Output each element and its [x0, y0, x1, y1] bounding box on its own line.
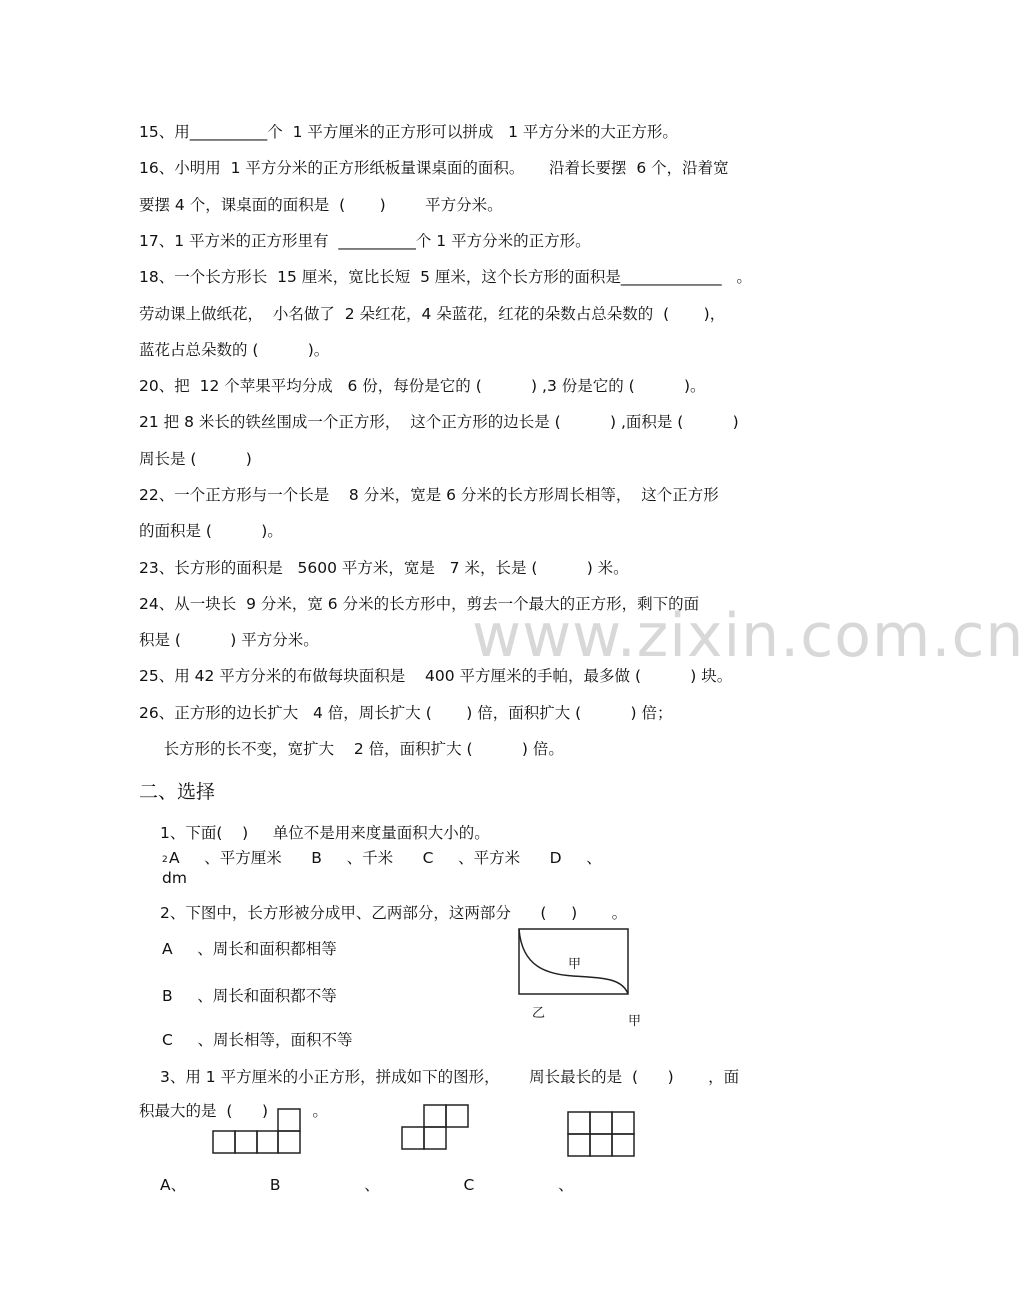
figure-label-jia-inside: 甲	[568, 957, 582, 972]
question-24-line2: 积是 ( ) 平方分米。	[139, 631, 319, 649]
section-title: 二、选择	[139, 781, 216, 803]
choice-q1-options: A 、平方厘米 B 、千米 C 、平方米 D 、	[169, 849, 602, 867]
question-24-line1: 24、从一块长 9 分米，宽 6 分米的长方形中，剪去一个最大的正方形，剩下的面	[139, 595, 700, 613]
shape-b-squares	[401, 1104, 471, 1152]
question-25: 25、用 42 平方分米的布做每块面积是 400 平方厘米的手帕，最多做 ( ) 块。	[139, 667, 733, 685]
question-20: 20、把 12 个苹果平均分成 6 份，每份是它的 ( ) ,3 份是它的 ( )。	[139, 377, 706, 395]
question-23: 23、长方形的面积是 5600 平方米，宽是 7 米，长是 ( ) 米。	[139, 559, 629, 577]
choice-q3-text-line2: 积最大的是 ( ) 。	[139, 1102, 328, 1120]
shape-a-squares	[212, 1107, 302, 1155]
watermark: www.zixin.com.cn	[472, 601, 1024, 671]
question-17: 17、1 平方米的正方形里有 __________个 1 平方分米的正方形。	[139, 232, 591, 250]
question-21-line1: 21 把 8 米长的铁丝围成一个正方形， 这个正方形的边长是 ( ) ,面积是 ( )	[139, 413, 739, 431]
question-26-line1: 26、正方形的边长扩大 4 倍，周长扩大 ( ) 倍，面积扩大 ( ) 倍；	[139, 704, 673, 722]
question-22-line1: 22、一个正方形与一个长是 8 分米，宽是 6 分米的长方形周长相等， 这个正方形	[139, 486, 719, 504]
figure-label-jia-below: 甲	[628, 1014, 642, 1029]
question-15: 15、用__________个 1 平方厘米的正方形可以拼成 1 平方分米的大正方形。	[139, 123, 678, 141]
choice-q2-option-c: C 、周长相等，面积不等	[162, 1031, 353, 1049]
question-26-line2: 长方形的长不变，宽扩大 2 倍，面积扩大 ( ) 倍。	[139, 740, 564, 758]
choice-q2-text: 2、下图中，长方形被分成甲、乙两部分，这两部分 ( ) 。	[160, 904, 628, 922]
question-19-line1: 劳动课上做纸花， 小名做了 2 朵红花，4 朵蓝花，红花的朵数占总朵数的 ( )，	[139, 305, 726, 323]
question-22-line2: 的面积是 ( )。	[139, 522, 283, 540]
choice-q1-sup: 2	[162, 855, 168, 865]
shape-c-squares	[567, 1111, 637, 1159]
choice-q1-text: 1、下面( ) 单位不是用来度量面积大小的。	[160, 824, 490, 842]
choice-q2-option-b: B 、周长和面积都不等	[162, 987, 337, 1005]
choice-q3-answers: A、 B 、 C 、	[160, 1176, 574, 1194]
choice-q3-text-line1: 3、用 1 平方厘米的小正方形，拼成如下的图形， 周长最长的是 ( ) ，面	[160, 1068, 740, 1086]
question-16-line1: 16、小明用 1 平方分米的正方形纸板量课桌面的面积。 沿着长要摆 6 个，沿着宽	[139, 159, 729, 177]
question-16-line2: 要摆 4 个，课桌面的面积是 ( ) 平方分米。	[139, 196, 503, 214]
question-19-line2: 蓝花占总朵数的 ( )。	[139, 341, 330, 359]
choice-q2-option-a: A 、周长和面积都相等	[162, 940, 337, 958]
question-21-line2: 周长是 ( )	[139, 450, 252, 468]
question-18: 18、一个长方形长 15 厘米，宽比长短 5 厘米，这个长方形的面积是_____________ 。	[139, 268, 752, 286]
figure-label-yi: 乙	[532, 1006, 546, 1021]
choice-q1-unit: dm	[162, 869, 187, 887]
